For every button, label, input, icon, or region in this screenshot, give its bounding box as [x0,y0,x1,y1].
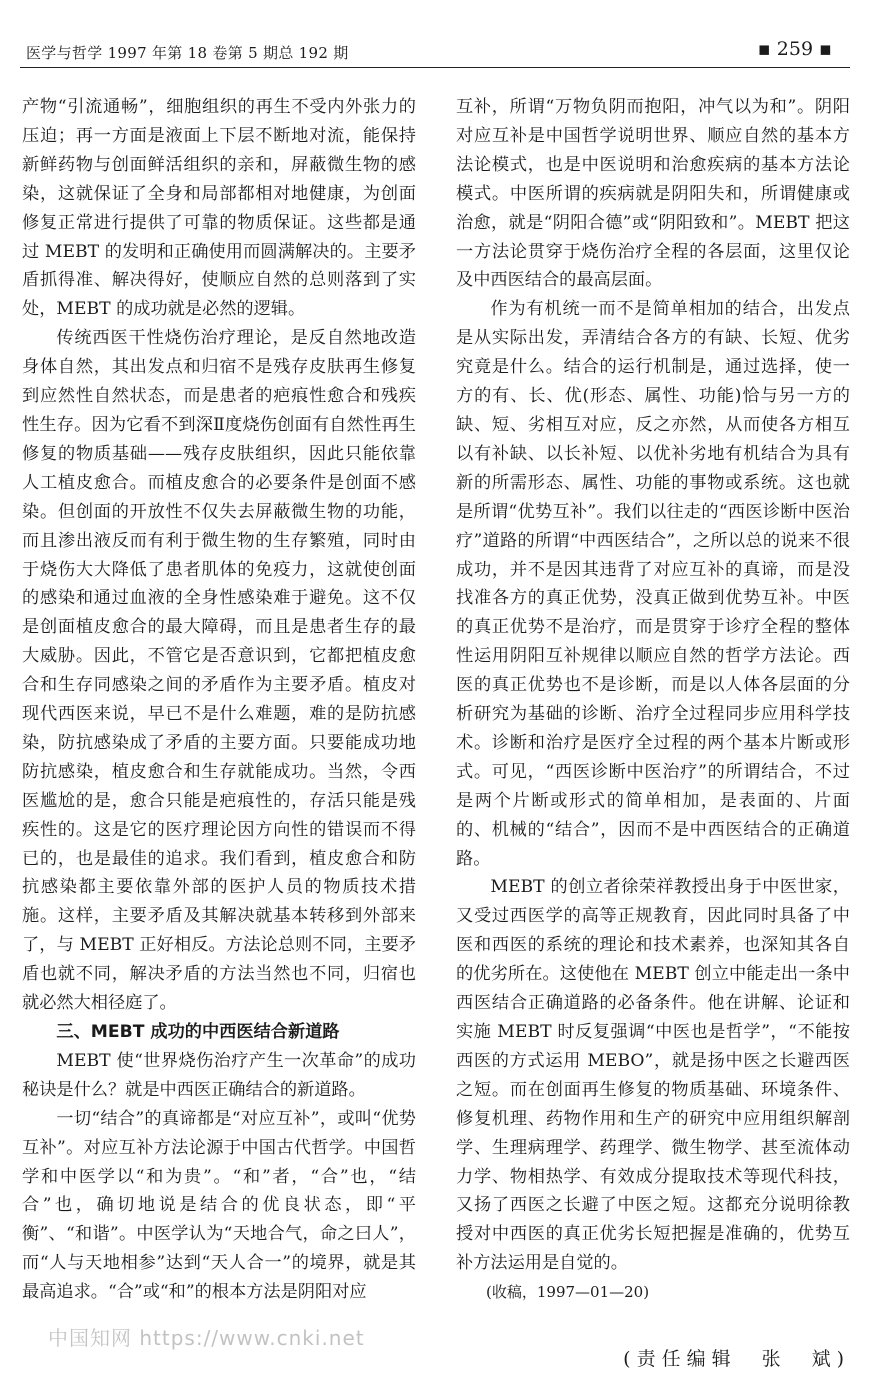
responsible-editor: (责任编辑 张 斌) [623,1348,850,1370]
header-rule [20,67,850,68]
right-paragraph-2: 作为有机统一而不是简单相加的结合，出发点是从实际出发，弄清结合各方的有缺、长短、优劣究竟是什么。结合的运行机制是，通过选择，使一方的有、长、优(形态、属性、功能)恰与另一方的缺、短、劣相互对应，反之亦然，从而使各方相互以有补缺、以长补短、以优补劣地有机结合为具有新的所需形态、属性、功能的事物或系统。这也就是所谓“优势互补”。我们以往走的“西医诊断中医治疗”道路的所谓“中西医结合”，之所以总的说来不很成功，并不是因其违背了对应互补的真谛，而是没找准各方的真正优势，没真正做到优势互补。中医的真正优势不是治疗，而是贯穿于诊疗全程的整体性运用阴阳互补规律以顺应自然的哲学方法论。西医的真正优势也不是诊断，而是以人体各层面的分析研究为基础的诊断、治疗全过程同步应用科学技术。诊断和治疗是医疗全过程的两个基本片断或形式。可见，“西医诊断中医治疗”的所谓结合，不过是两个片断或形式的简单相加，是表面的、片面的、机械的“结合”，因而不是中西医结合的正确道路。 [456,299,850,869]
left-paragraph-4: 一切“结合”的真谛都是“对应互补”，或叫“优势互补”。对应互补方法论源于中国古代哲学。中国哲学和中医学以“和为贵”。“和”者，“合”也，“结合”也，确切地说是结合的优良状态，即“平衡”、“和谐”。中医学认为“天地合气，命之曰人”，而“人与天地相参”达到“天人合一”的境界，就是其最高追求。“合”或“和”的根本方法是阴阳对应 [22,1108,416,1303]
received-date: (收稿，1997—01—20) [486,1283,650,1302]
cnki-watermark: 中国知网 https://www.cnki.net [48,1326,365,1350]
left-paragraph-2: 传统西医干性烧伤治疗理论，是反自然地改造身体自然，其出发点和归宿不是残存皮肤再生修复到应然性自然状态，而是患者的疤痕性愈合和残疾性生存。因为它看不到深Ⅱ度烧伤创面有自然性再生修复的物质基础——残存皮肤组织，因此只能依靠人工植皮愈合。而植皮愈合的必要条件是创面不感染。但创面的开放性不仅失去屏蔽微生物的功能，而且渗出液反而有利于微生物的生存繁殖，同时由于烧伤大大降低了患者肌体的免疫力，这就使创面的感染和通过血液的全身性感染难于避免。这不仅是创面植皮愈合的最大障碍，而且是患者生存的最大威胁。因此，不管它是否意识到，它都把植皮愈合和生存同感染之间的矛盾作为主要矛盾。植皮对现代西医来说，早已不是什么难题，难的是防抗感染，防抗感染成了矛盾的主要方面。只要能成功地防抗感染，植皮愈合和生存就能成功。当然，令西医尴尬的是，愈合只能是疤痕性的，存活只能是残疾性的。这是它的医疗理论因方向性的错误而不得已的，也是最佳的追求。我们看到，植皮愈合和防抗感染都主要依靠外部的医护人员的物质技术措施。这样，主要矛盾及其解决就基本转移到外部来了，与 MEBT 正好相反。方法论总则不同，主要矛盾也就不同，解决矛盾的方法当然也不同，归宿也就必然大相径庭了。 [22,328,416,1014]
right-paragraph-1: 互补，所谓“万物负阴而抱阳，冲气以为和”。阴阳对应互补是中国哲学说明世界、顺应自然的基本方法论模式，也是中医说明和治愈疾病的基本方法论模式。中医所谓的疾病就是阴阳失和，所谓健康或治愈，就是“阴阳合德”或“阴阳致和”。MEBT 把这一方法论贯穿于烧伤治疗全程的各层面，这里仅论及中西医结合的最高层面。 [456,97,850,291]
left-paragraph-3: MEBT 使“世界烧伤治疗产生一次革命”的成功秘诀是什么？就是中西医正确结合的新道路。 [22,1050,416,1100]
left-paragraph-1: 产物“引流通畅”，细胞组织的再生不受内外张力的压迫；再一方面是液面上下层不断地对流，能保持新鲜药物与创面鲜活组织的亲和，屏蔽微生物的感染，这就保证了全身和局部都相对地健康，为创面修复正常进行提供了可靠的物质保证。这些都是通过 MEBT 的发明和正确使用而圆满解决的。主要矛盾抓得准、解决得好，使顺应自然的总则落到了实处，MEBT 的成功就是必然的逻辑。 [22,97,416,320]
page-number: ▪ 259 ▪ [757,38,832,60]
section-heading: 三、MEBT 成功的中西医结合新道路 [56,1022,340,1042]
right-column [456,93,850,1307]
left-column [22,93,416,1307]
journal-citation: 医学与哲学 1997 年第 18 卷第 5 期总 192 期 [26,44,349,62]
right-paragraph-3: MEBT 的创立者徐荣祥教授出身于中医世家，又受过西医学的高等正规教育，因此同时具备了中医和西医的系统的理论和技术素养，也深知其各自的优劣所在。这使他在 MEBT 创立中能走出一条中西医结合正确道路的必备条件。他在讲解、论证和实施 MEBT 时反复强调“中医也是哲学”，“不能按西医的方式运用 MEBO”，就是扬中医之长避西医之短。而在创面再生修复的物质基础、环境条件、修复机理、药物作用和生产的研究中应用组织解剖学、生理病理学、药理学、微生物学、甚至流体动力学、物相热学、有效成分提取技术等现代科技，又扬了西医之长避了中医之短。这都充分说明徐教授对中西医的真正优劣长短把握是准确的，优势互补方法运用是自觉的。 [456,877,850,1274]
page-header [20,38,850,68]
